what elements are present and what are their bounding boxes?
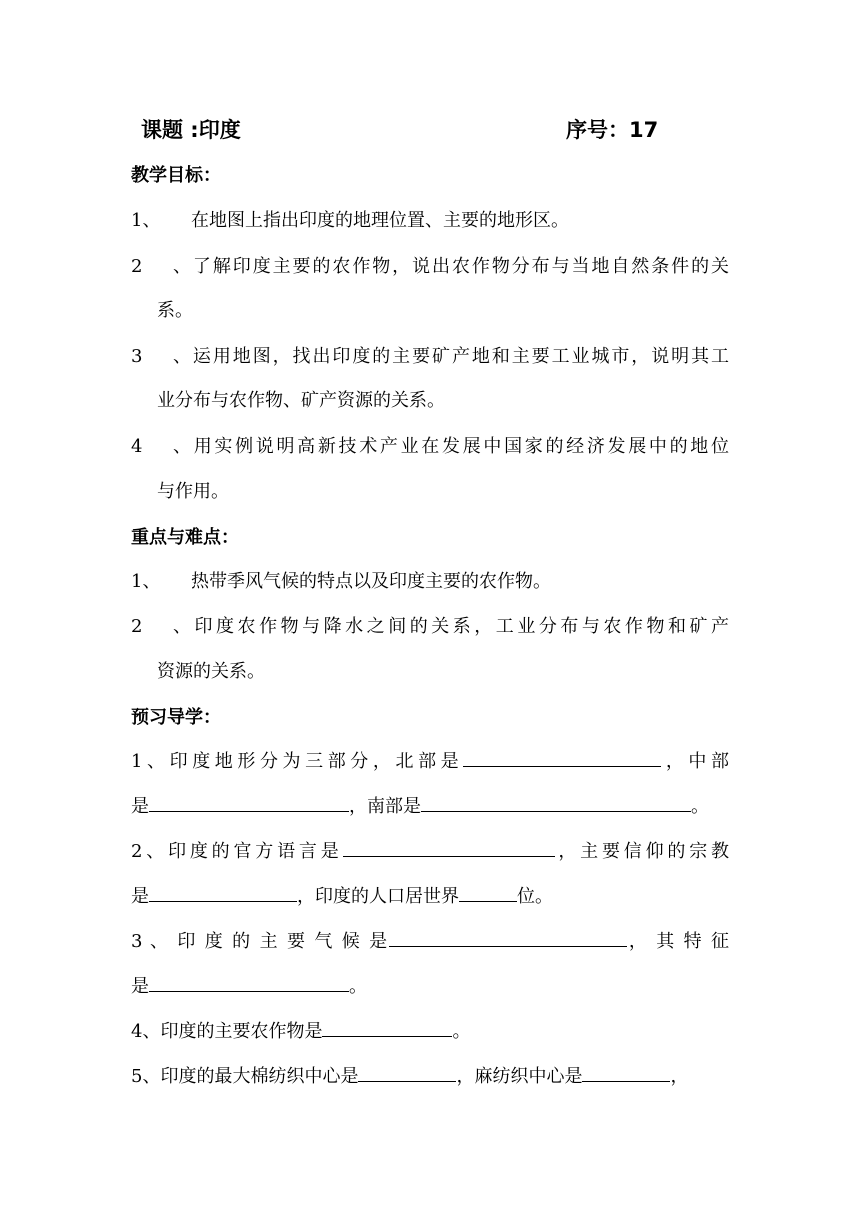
question-text: 5、印度的最大棉纺织中心是 (131, 1066, 359, 1087)
question-text: 是 (131, 886, 149, 907)
objective-item-1 (131, 206, 569, 232)
item-text: 用实例说明高新技术产业在发展中国家的经济发展中的地位 (191, 436, 729, 457)
answer-blank[interactable] (343, 838, 555, 857)
question-2 (131, 837, 729, 863)
preview-heading: 预习导学： (131, 707, 221, 728)
keypoint-item-2 (131, 612, 729, 638)
question-text: 位。 (517, 886, 553, 907)
item-number: 1、 (131, 210, 161, 231)
question-2-cont (131, 882, 553, 908)
keypoint-item-2-cont: 资源的关系。 (157, 661, 265, 682)
lesson-serial: 序号：17 (566, 118, 659, 142)
answer-blank[interactable] (582, 1063, 670, 1082)
answer-blank[interactable] (459, 883, 517, 902)
question-3 (131, 927, 729, 953)
item-text: 印度农作物与降水之间的关系，工业分布与农作物和矿产 (191, 616, 729, 637)
question-text: 2、印度的官方语言是 (131, 841, 343, 862)
question-text: 4、印度的主要农作物是 (131, 1021, 323, 1042)
item-number: 2、 (131, 616, 191, 637)
question-text: ，南部是 (349, 796, 421, 817)
objective-item-2-cont: 系。 (157, 300, 193, 321)
answer-blank[interactable] (463, 748, 661, 767)
answer-blank[interactable] (389, 928, 627, 947)
question-text: ， (670, 1066, 689, 1087)
objective-item-3 (131, 342, 729, 368)
question-text: ， 其 特 征 (626, 931, 729, 952)
keypoint-item-1 (131, 567, 551, 593)
objective-item-2 (131, 252, 729, 278)
question-text: ，印度的人口居世界 (297, 886, 459, 907)
lesson-topic: 课题 :印度 (141, 118, 241, 142)
item-text: 了解印度主要的农作物，说出农作物分布与当地自然条件的关 (191, 256, 729, 277)
objective-item-3-cont: 业分布与农作物、矿产资源的关系。 (157, 390, 445, 411)
item-number: 1、 (131, 571, 161, 592)
objective-item-4 (131, 432, 729, 458)
answer-blank[interactable] (421, 793, 691, 812)
item-number: 2、 (131, 256, 191, 277)
question-text: ，主要信仰的宗教 (554, 841, 730, 862)
answer-blank[interactable] (149, 793, 349, 812)
item-text: 运用地图，找出印度的主要矿产地和主要工业城市，说明其工 (191, 346, 729, 367)
question-text: 3 、 印 度 的 主 要 气 候 是 (131, 931, 389, 952)
question-text: 。 (452, 1021, 471, 1042)
answer-blank[interactable] (149, 883, 297, 902)
item-number: 3、 (131, 346, 191, 367)
keypoints-heading: 重点与难点： (131, 527, 239, 548)
objectives-heading: 教学目标： (131, 165, 221, 186)
item-text: 热带季风气候的特点以及印度主要的农作物。 (191, 571, 551, 592)
item-number: 4、 (131, 436, 191, 457)
question-1 (131, 747, 729, 773)
question-1-cont (131, 792, 709, 818)
item-text: 在地图上指出印度的地理位置、主要的地形区。 (191, 210, 569, 231)
answer-blank[interactable] (322, 1018, 452, 1037)
question-4 (131, 1017, 470, 1043)
question-text: ，中部 (661, 751, 730, 772)
question-text: 是 (131, 976, 149, 997)
answer-blank[interactable] (358, 1063, 456, 1082)
question-3-cont (131, 972, 367, 998)
objective-item-4-cont: 与作用。 (157, 481, 229, 502)
question-text: 。 (349, 976, 367, 997)
answer-blank[interactable] (149, 973, 349, 992)
question-5 (131, 1062, 688, 1088)
question-text: 是 (131, 796, 149, 817)
question-text: 。 (691, 796, 709, 817)
question-text: ，麻纺织中心是 (456, 1066, 583, 1087)
question-text: 1、印度地形分为三部分，北部是 (131, 751, 464, 772)
